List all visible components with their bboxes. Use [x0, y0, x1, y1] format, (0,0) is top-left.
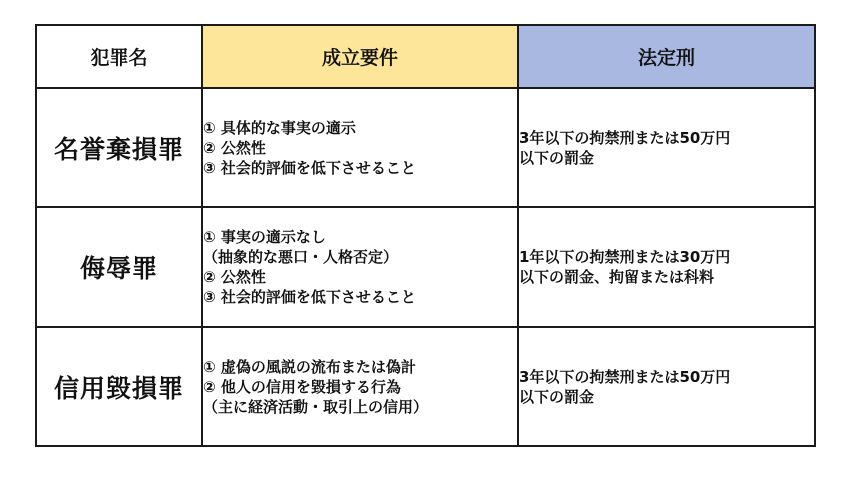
requirement-line: （主に経済活動・取引上の信用） — [203, 397, 429, 416]
penalty-line: 以下の罰金 — [519, 148, 595, 167]
requirement-line: ③ 社会的評価を低下させること — [203, 158, 416, 177]
requirements-cell — [202, 207, 518, 327]
penalty-line: 1年以下の拘禁刑または30万円 — [519, 248, 731, 266]
header-crime-name: 犯罪名 — [36, 25, 202, 88]
penalty-line: 以下の罰金、拘留または科料 — [519, 268, 715, 286]
requirement-line: ① 事実の適示なし — [203, 228, 326, 246]
penalty-cell — [518, 88, 815, 207]
requirement-line: （抽象的な悪口・人格否定） — [203, 248, 399, 266]
requirement-line: ② 公然性 — [203, 268, 266, 286]
requirements-cell — [202, 88, 518, 207]
requirement-line: ① 虚偽の風説の流布または偽計 — [203, 357, 416, 376]
header-requirements: 成立要件 — [202, 25, 518, 88]
crime-comparison-table — [35, 24, 816, 447]
penalty-line: 以下の罰金 — [519, 387, 595, 406]
requirement-line: ② 公然性 — [203, 138, 266, 157]
requirement-line: ① 具体的な事実の適示 — [203, 118, 356, 137]
penalty-line: 3年以下の拘禁刑または50万円 — [519, 367, 731, 386]
crime-name-cell: 侮辱罪 — [36, 207, 202, 327]
penalty-cell — [518, 207, 815, 327]
crime-name-cell: 信用毀損罪 — [36, 327, 202, 446]
table-row — [36, 88, 815, 207]
requirement-line: ② 他人の信用を毀損する行為 — [203, 377, 401, 396]
penalty-cell — [518, 327, 815, 446]
requirements-cell — [202, 327, 518, 446]
table-header-row — [36, 25, 815, 88]
crime-name-cell: 名誉棄損罪 — [36, 88, 202, 207]
table-row — [36, 327, 815, 446]
penalty-line: 3年以下の拘禁刑または50万円 — [519, 128, 731, 147]
header-penalty: 法定刑 — [518, 25, 815, 88]
table-row — [36, 207, 815, 327]
requirement-line: ③ 社会的評価を低下させること — [203, 288, 416, 306]
